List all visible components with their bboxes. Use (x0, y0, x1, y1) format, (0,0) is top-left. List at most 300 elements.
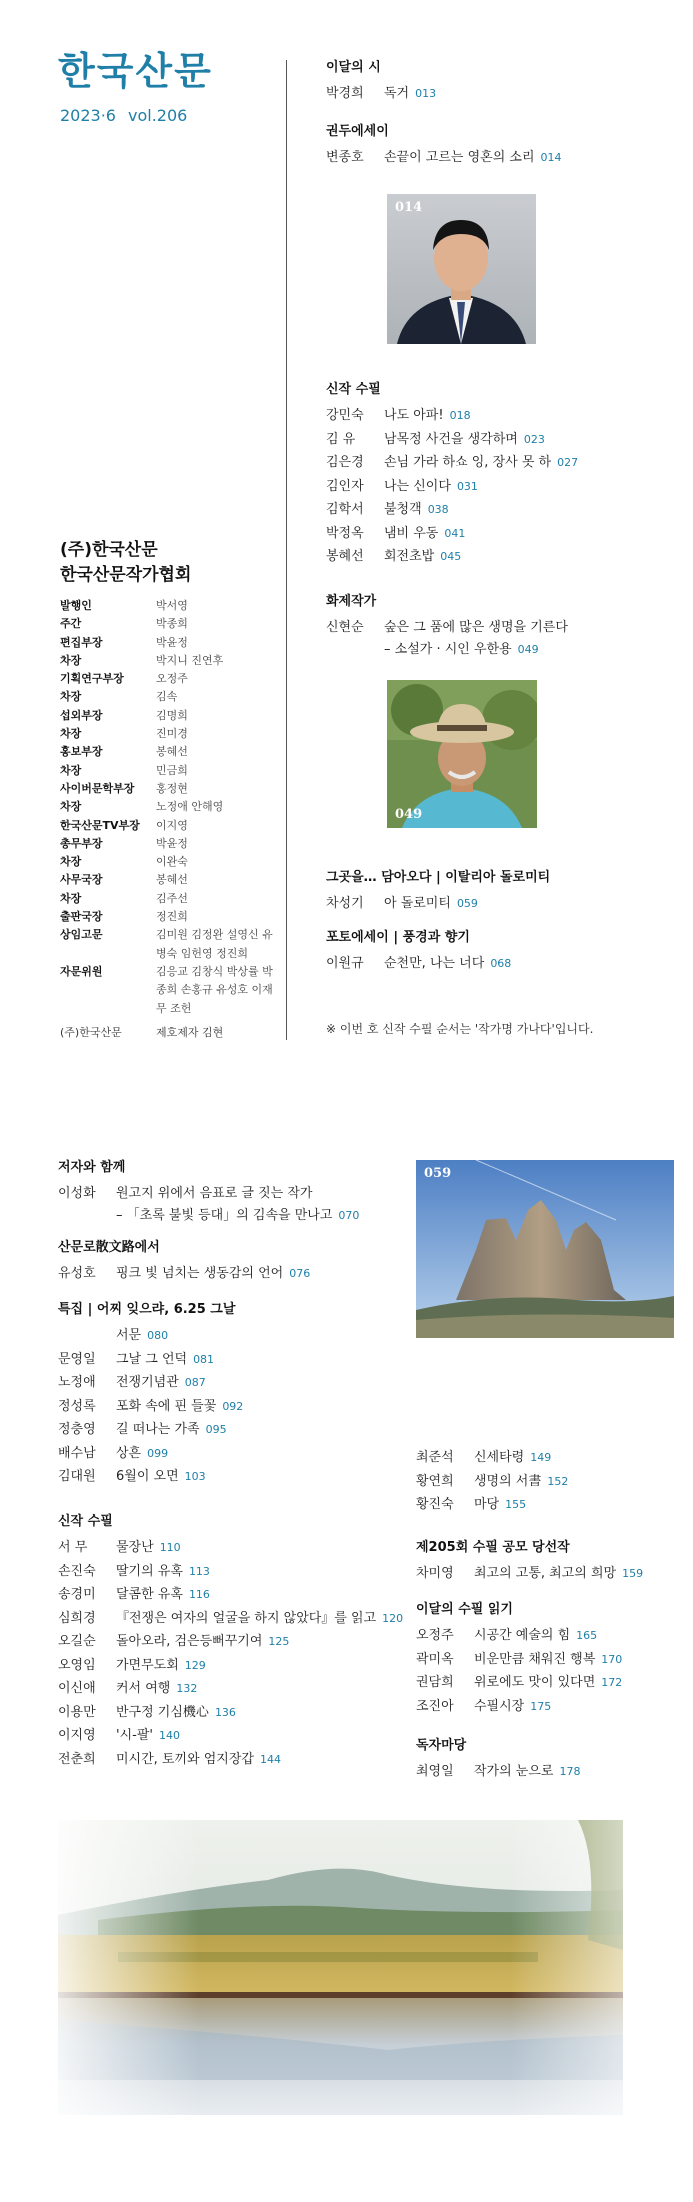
staff-role: 발행인 (60, 599, 92, 612)
entry-title-wrap (474, 1760, 686, 1784)
staff-name: 박윤정 (156, 836, 188, 850)
order-note: ※ 이번 호 신작 수필 순서는 '작가명 가나다'입니다. (326, 1022, 594, 1036)
entry-title: 손끝이 고르는 영혼의 소리 (384, 150, 535, 165)
entry-author: 최준석 (416, 1450, 454, 1465)
staff-role: 홍보부장 (60, 745, 103, 759)
list-item (326, 498, 666, 522)
entry-subtitle-text: – 「초록 불빛 등대」의 김속을 만나고 (116, 1207, 333, 1223)
list-item (326, 522, 666, 546)
entry-author: 오정주 (416, 1628, 454, 1643)
entry-title: 길 떠나는 가족 (116, 1422, 200, 1437)
entry-author: 김인자 (326, 478, 364, 494)
staff-role: 총무부장 (60, 836, 103, 850)
staff-name: 민금희 (156, 763, 188, 777)
issue-volume: vol.206 (127, 106, 188, 125)
staff-row (60, 688, 280, 706)
section-new-essay-2 (58, 1512, 438, 1771)
list-item (58, 1262, 418, 1286)
publisher-title (60, 538, 191, 588)
list-item (58, 1654, 438, 1678)
entry-page: 120 (382, 1611, 404, 1625)
entry-title: '시-팔' (116, 1728, 153, 1743)
entry-page: 092 (222, 1399, 244, 1413)
list-item (326, 404, 666, 428)
staff-role: 한국산문TV부장 (60, 818, 140, 832)
staff-role: 자문위원 (60, 964, 103, 978)
entry-title-wrap (116, 1395, 418, 1419)
entry-page: 014 (540, 151, 562, 164)
entry-author: 손진숙 (58, 1563, 96, 1579)
staff-name: 박종희 (156, 617, 188, 631)
entry-page: 170 (601, 1652, 623, 1666)
staff-name: 김속 (156, 690, 178, 704)
staff-row (60, 707, 280, 725)
photo-page-number: 059 (424, 1166, 452, 1181)
entry-page: 027 (557, 456, 579, 469)
staff-role: 편집부장 (60, 635, 103, 649)
section-photo-essay (326, 928, 666, 976)
entry-title-wrap (474, 1493, 686, 1517)
entry-title-wrap (474, 1562, 686, 1586)
staff-name: 박지니 진연후 (156, 653, 224, 667)
entry-author (58, 1324, 116, 1348)
entry-page: 023 (523, 432, 545, 446)
entry-page: 076 (289, 1267, 311, 1280)
entry-title: 위로에도 맛이 있다면 (474, 1675, 596, 1690)
section-contest (416, 1538, 686, 1586)
entry-page: 080 (147, 1329, 169, 1342)
entry-page: 113 (188, 1564, 210, 1578)
entry-page: 144 (259, 1752, 281, 1766)
entry-title: 나도 아파! (384, 408, 444, 423)
entry-title-wrap (116, 1583, 438, 1607)
entry-page: 110 (159, 1541, 181, 1554)
entry-author: 김대원 (58, 1469, 96, 1484)
entry-title: 미시간, 토끼와 엄지장갑 (116, 1751, 254, 1767)
entry-page: 041 (444, 526, 466, 540)
entry-title-wrap (116, 1348, 418, 1372)
section-heading: 포토에세이 | 풍경과 향기 (326, 930, 470, 945)
issue-info (60, 108, 187, 124)
entry-page: 132 (176, 1682, 198, 1695)
list-item (58, 1724, 438, 1748)
entry-title-wrap (384, 475, 666, 499)
entry-title-wrap (116, 1724, 438, 1748)
publisher-association: 한국산문작가협회 (60, 565, 192, 585)
entry-author: 황연희 (416, 1473, 454, 1489)
entry-author: 오길순 (58, 1634, 96, 1649)
entry-title: 물장난 (116, 1540, 154, 1555)
staff-row (60, 762, 280, 780)
entry-title: 아 돌로미티 (384, 896, 451, 911)
entry-title: 전쟁기념관 (116, 1375, 179, 1390)
entry-author: 정성록 (58, 1398, 96, 1414)
entry-title-wrap (116, 1262, 418, 1286)
staff-role: 차장 (60, 763, 82, 777)
list-item (326, 451, 666, 475)
entry-title: 포화 속에 핀 들꽃 (116, 1398, 217, 1414)
entry-page: 099 (147, 1446, 169, 1460)
staff-row (60, 890, 280, 908)
section-heading: 그곳을… 담아오다 | 이탈리아 돌로미티 (326, 870, 551, 885)
entry-author: 권담희 (416, 1675, 454, 1690)
entry-author: 심희경 (58, 1610, 96, 1626)
entry-page: 038 (427, 503, 449, 516)
entry-title-wrap (116, 1465, 418, 1489)
entry-page: 172 (601, 1676, 623, 1689)
entry-title: 핑크 빛 넘치는 생동감의 언어 (116, 1266, 284, 1281)
list-item (416, 1446, 686, 1470)
section-topic-writer (326, 592, 666, 660)
staff-name: 봉혜선 (156, 745, 188, 759)
staff-row (60, 798, 280, 816)
entry-title: 독거 (384, 86, 410, 101)
entry-page: 159 (622, 1567, 644, 1580)
list-item (58, 1607, 438, 1631)
entry-author: 이원규 (326, 956, 364, 971)
publisher-footer (60, 1024, 280, 1040)
list-item (326, 616, 666, 640)
footer-company: (주)한국산문 (60, 1026, 122, 1039)
entry-author: 서 무 (58, 1540, 88, 1555)
entry-title-wrap (116, 1560, 438, 1584)
entry-title: 가면무도회 (116, 1657, 179, 1673)
section-heading: 이달의 수필 읽기 (416, 1602, 513, 1617)
list-item (58, 1630, 438, 1654)
entry-title: 돌아오라, 검은등뻐꾸기여 (116, 1634, 263, 1649)
entry-title: 남목정 사건을 생각하며 (384, 431, 518, 447)
entry-page: 018 (449, 409, 471, 422)
staff-name: 김주선 (156, 891, 188, 905)
entry-page: 031 (456, 479, 478, 493)
entry-title-wrap (384, 522, 666, 546)
entry-author: 조진아 (416, 1698, 454, 1714)
list-item (416, 1760, 686, 1784)
staff-role: 출판국장 (60, 910, 103, 924)
entry-title-wrap (116, 1748, 438, 1772)
staff-role: 차장 (60, 855, 82, 869)
list-item (58, 1465, 418, 1489)
section-heading: 특집 | 어찌 잊으랴, 6.25 그날 (58, 1302, 236, 1317)
dolomiti-photo (416, 1160, 674, 1338)
entry-title: 그날 그 언덕 (116, 1351, 188, 1367)
list-item (58, 1324, 418, 1348)
entry-author: 김학서 (326, 502, 364, 517)
entry-title-wrap (116, 1677, 438, 1701)
list-item (58, 1536, 438, 1560)
section-with-author (58, 1158, 418, 1226)
staff-role: 차장 (60, 891, 82, 905)
entry-title: 숲은 그 품에 많은 생명을 기른다 (384, 620, 568, 635)
entry-subtitle (326, 640, 666, 660)
staff-row (60, 652, 280, 670)
list-item (326, 475, 666, 499)
staff-name: 이완숙 (156, 855, 188, 869)
list-item (416, 1470, 686, 1494)
list-item (416, 1695, 686, 1719)
staff-row (60, 725, 280, 743)
entry-author: 정충영 (58, 1422, 96, 1437)
entry-page: 081 (193, 1352, 215, 1366)
entry-author: 강민숙 (326, 408, 364, 423)
staff-row (60, 926, 280, 963)
entry-author: 신현순 (326, 620, 364, 635)
list-item (416, 1671, 686, 1695)
staff-name: 박서영 (156, 599, 188, 612)
entry-title: 작가의 눈으로 (474, 1764, 554, 1779)
entry-title: 마당 (474, 1497, 500, 1512)
staff-name: 정진희 (156, 910, 188, 924)
list-item (416, 1648, 686, 1672)
entry-author: 전춘희 (58, 1751, 96, 1767)
entry-page: 149 (530, 1451, 552, 1464)
entry-title: 나는 신이다 (384, 478, 451, 494)
staff-row (60, 963, 280, 1018)
entry-author: 곽미옥 (416, 1651, 454, 1667)
staff-row (60, 817, 280, 835)
list-item (326, 82, 666, 106)
staff-role: 사이버문학부장 (60, 781, 135, 795)
staff-row (60, 908, 280, 926)
entry-page: 125 (268, 1635, 290, 1648)
staff-name: 김응교 김창식 박상률 박종희 손홍규 유성호 이재무 조헌 (156, 964, 273, 1015)
entry-title-wrap (384, 498, 666, 522)
list-item (326, 892, 666, 916)
section-heading: 화제작가 (326, 594, 377, 609)
entry-author: 변종호 (326, 150, 364, 165)
section-heading: 독자마당 (416, 1738, 467, 1753)
entry-author: 황진숙 (416, 1497, 454, 1512)
staff-list (60, 597, 280, 1018)
staff-role: 섭외부장 (60, 708, 103, 722)
staff-role: 차장 (60, 653, 82, 667)
column-divider (286, 60, 287, 1040)
entry-title: 손님 가라 하쇼 잉, 장사 못 하 (384, 455, 552, 470)
list-item (416, 1624, 686, 1648)
entry-title: 반구정 기심機心 (116, 1704, 209, 1720)
entry-title-wrap (474, 1446, 686, 1470)
entry-title: 냄비 우동 (384, 525, 439, 541)
list-item (58, 1583, 438, 1607)
entry-page: 140 (158, 1729, 180, 1742)
staff-name: 박윤정 (156, 635, 188, 649)
entry-title-wrap (474, 1695, 686, 1719)
list-item (416, 1562, 686, 1586)
entry-page: 152 (547, 1474, 569, 1488)
section-special (58, 1300, 418, 1489)
entry-author: 김 유 (326, 431, 356, 447)
staff-name: 이지영 (156, 818, 188, 832)
entry-title: 『전쟁은 여자의 얼굴을 하지 않았다』를 읽고 (116, 1610, 377, 1626)
entry-title: 딸기의 유혹 (116, 1563, 183, 1579)
staff-row (60, 743, 280, 761)
entry-author: 박경희 (326, 86, 364, 101)
staff-role: 차장 (60, 727, 82, 741)
section-heading: 산문로散文路에서 (58, 1240, 160, 1255)
entry-title: 원고지 위에서 음표로 글 짓는 작가 (116, 1186, 313, 1201)
entry-subtitle (58, 1206, 418, 1226)
section-reader (416, 1736, 686, 1784)
entry-title-wrap (116, 1418, 418, 1442)
entry-page: 070 (338, 1208, 360, 1222)
entry-title-wrap (384, 404, 666, 428)
entry-author: 김은경 (326, 455, 364, 470)
section-poem (326, 58, 666, 106)
list-item (58, 1182, 418, 1206)
staff-role: 차장 (60, 690, 82, 704)
entry-author: 문영일 (58, 1351, 96, 1367)
entry-title-wrap (116, 1630, 438, 1654)
entry-title-wrap (384, 451, 666, 475)
staff-role: 차장 (60, 800, 82, 814)
staff-role: 기획연구부장 (60, 672, 124, 686)
entry-title-wrap (474, 1624, 686, 1648)
entry-title: 비운만큼 채워진 행복 (474, 1651, 596, 1667)
entry-subtitle-text: – 소설가 · 시인 우한용 (384, 641, 512, 657)
magazine-logo: 한국산문 (58, 49, 213, 93)
list-item (58, 1560, 438, 1584)
section-heading: 권두에세이 (326, 124, 389, 139)
staff-role: 사무국장 (60, 873, 103, 887)
entry-author: 이신애 (58, 1681, 96, 1696)
section-new-essay-continued (416, 1446, 686, 1517)
staff-row (60, 634, 280, 652)
section-lead-essay (326, 122, 666, 170)
entry-title-wrap (116, 1607, 438, 1631)
landscape-reflection-photo (58, 1820, 623, 2115)
entry-title-wrap (384, 428, 666, 452)
staff-name: 홍정현 (156, 781, 188, 795)
publisher-company: (주)한국산문 (60, 540, 158, 560)
list-item (326, 428, 666, 452)
entry-title-wrap (116, 1701, 438, 1725)
entry-author: 유성호 (58, 1266, 96, 1281)
list-item (58, 1677, 438, 1701)
section-new-essay (326, 380, 666, 569)
section-reading (416, 1600, 686, 1718)
list-item (58, 1371, 418, 1395)
author-portrait-photo (387, 194, 536, 344)
staff-role: 상임고문 (60, 928, 103, 942)
entry-author: 차성기 (326, 896, 364, 911)
section-heading: 이달의 시 (326, 60, 381, 75)
entry-page: 175 (530, 1699, 552, 1713)
entry-title: 회전초밥 (384, 549, 435, 564)
entry-title-wrap (474, 1470, 686, 1494)
entry-title: 커서 여행 (116, 1681, 171, 1696)
section-heading: 저자와 함께 (58, 1160, 126, 1175)
staff-name: 봉혜선 (156, 873, 188, 887)
list-item (58, 1701, 438, 1725)
entry-page: 059 (456, 897, 478, 910)
entry-author: 최영일 (416, 1764, 454, 1779)
staff-row (60, 853, 280, 871)
entry-page: 049 (517, 642, 539, 656)
entry-title: 생명의 서書 (474, 1473, 542, 1489)
entry-title-wrap (384, 952, 666, 976)
entry-author: 송경미 (58, 1587, 96, 1602)
issue-date: 2023·6 (60, 106, 116, 125)
entry-page: 165 (576, 1629, 598, 1642)
entry-author: 봉혜선 (326, 549, 364, 564)
entry-page: 045 (440, 550, 462, 563)
entry-title-wrap (384, 146, 666, 170)
staff-name: 김명희 (156, 708, 188, 722)
entry-title: 서문 (116, 1328, 142, 1343)
staff-row (60, 871, 280, 889)
entry-title-wrap (116, 1536, 438, 1560)
list-item (58, 1442, 418, 1466)
entry-page: 095 (205, 1423, 227, 1436)
staff-name: 오정주 (156, 672, 188, 686)
photo-page-number: 014 (395, 200, 423, 215)
entry-title-wrap (474, 1671, 686, 1695)
entry-author: 차미영 (416, 1566, 454, 1581)
list-item (58, 1418, 418, 1442)
section-heading: 제205회 수필 공모 당선작 (416, 1540, 570, 1555)
entry-author: 이지영 (58, 1728, 96, 1743)
entry-page: 013 (415, 87, 437, 100)
list-item (326, 545, 666, 569)
section-travel (326, 868, 666, 916)
entry-title: 최고의 고통, 최고의 희망 (474, 1566, 617, 1581)
entry-page: 178 (559, 1765, 581, 1778)
entry-author: 이용만 (58, 1704, 96, 1720)
staff-row (60, 670, 280, 688)
footer-credit: 제호제자 김현 (156, 1026, 224, 1039)
entry-page: 068 (490, 957, 512, 970)
entry-page: 136 (214, 1705, 236, 1719)
entry-title: 6월이 오면 (116, 1469, 179, 1484)
entry-author: 노정애 (58, 1375, 96, 1390)
list-item (326, 146, 666, 170)
entry-title-wrap (474, 1648, 686, 1672)
entry-title: 시공간 예술의 힘 (474, 1628, 571, 1643)
entry-author: 오영임 (58, 1657, 96, 1673)
entry-title: 수필시장 (474, 1698, 525, 1714)
entry-title: 달콤한 유혹 (116, 1587, 183, 1602)
entry-page: 129 (184, 1658, 206, 1672)
section-heading: 신작 수필 (326, 382, 381, 397)
staff-name: 진미경 (156, 727, 188, 741)
staff-name: 김미원 김정완 설영신 유병숙 임헌영 정진희 (156, 928, 273, 960)
list-item (58, 1748, 438, 1772)
entry-title-wrap (116, 1442, 418, 1466)
staff-row (60, 615, 280, 633)
entry-title: 불청객 (384, 502, 422, 517)
entry-page: 116 (188, 1588, 210, 1601)
staff-role: 주간 (60, 617, 82, 631)
entry-title-wrap (116, 1654, 438, 1678)
entry-title-wrap (384, 82, 666, 106)
entry-title-wrap (116, 1324, 418, 1348)
entry-title: 상흔 (116, 1445, 142, 1461)
staff-name: 노정애 안해영 (156, 800, 224, 814)
entry-title-wrap (384, 892, 666, 916)
section-heading: 신작 수필 (58, 1514, 113, 1529)
writer-portrait-photo (387, 680, 537, 828)
staff-row (60, 780, 280, 798)
staff-row (60, 597, 280, 615)
entry-title-wrap (384, 545, 666, 569)
entry-title: 순천만, 나는 너다 (384, 956, 485, 971)
entry-title-wrap (116, 1371, 418, 1395)
entry-title: 신세타령 (474, 1450, 525, 1465)
list-item (58, 1395, 418, 1419)
entry-page: 103 (184, 1470, 206, 1483)
entry-page: 087 (184, 1376, 206, 1389)
staff-row (60, 835, 280, 853)
